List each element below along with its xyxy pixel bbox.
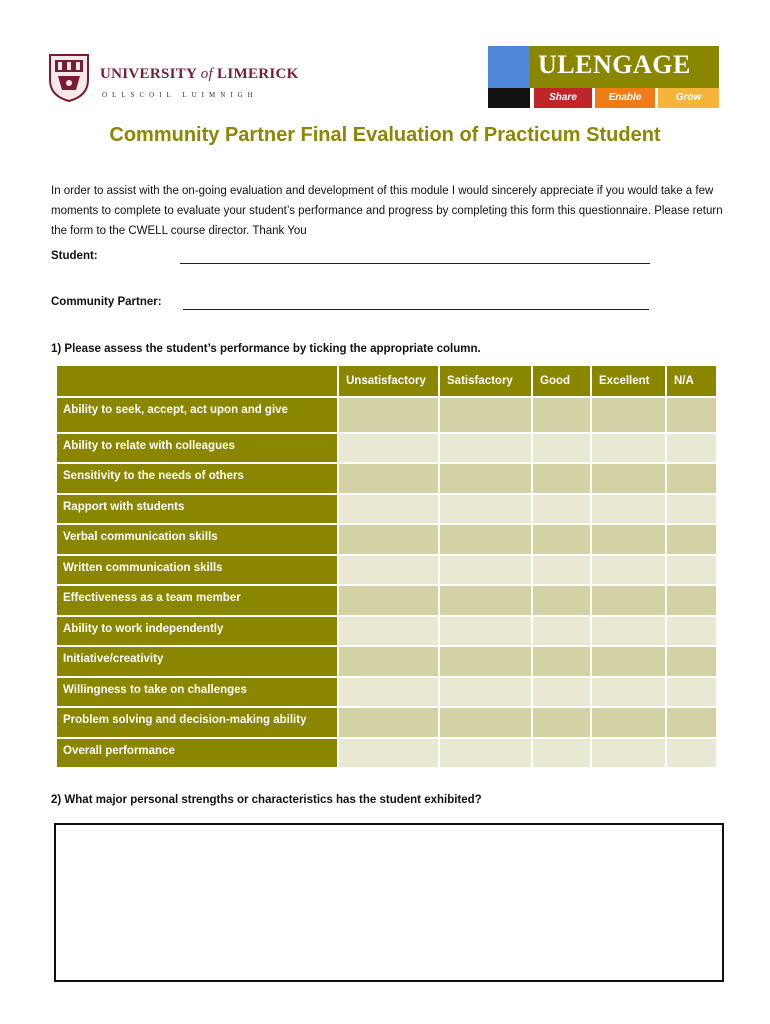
tab-grow: Grow: [658, 88, 719, 108]
tick-cell[interactable]: [591, 555, 666, 585]
tick-cell[interactable]: [666, 738, 717, 768]
ulengage-title: ULENGAGE: [538, 50, 691, 79]
table-row: [56, 433, 717, 463]
tick-cell[interactable]: [666, 646, 717, 677]
tick-cell[interactable]: [338, 463, 439, 494]
criterion-label: Sensitivity to the needs of others: [56, 463, 338, 494]
table-row: [56, 738, 717, 768]
tick-cell[interactable]: [439, 524, 532, 555]
table-header-row: [56, 365, 717, 397]
tick-cell[interactable]: [666, 555, 717, 585]
column-unsatisfactory: Unsatisfactory: [338, 365, 439, 397]
criterion-label: Ability to relate with colleagues: [56, 433, 338, 463]
tick-cell[interactable]: [666, 494, 717, 524]
tick-cell[interactable]: [338, 433, 439, 463]
tick-cell[interactable]: [338, 524, 439, 555]
table-row: [56, 616, 717, 646]
tick-cell[interactable]: [439, 677, 532, 707]
tick-cell[interactable]: [591, 494, 666, 524]
tick-cell[interactable]: [532, 555, 591, 585]
ulengage-logo: [488, 46, 719, 108]
tick-cell[interactable]: [338, 707, 439, 738]
logo-black-block: [488, 88, 530, 108]
community-partner-label: Community Partner:: [51, 296, 162, 308]
intro-paragraph: In order to assist with the on-going evaluation and development of this module I would sincerely appreciate if you would take a few moments to complete to evaluate your student’s performance and progress by completing this form this questionnaire. Please return the form to the CWELL course director. Thank You: [51, 185, 723, 237]
strengths-answer-box[interactable]: [54, 823, 724, 982]
community-partner-field[interactable]: [183, 309, 649, 310]
table-row: [56, 707, 717, 738]
criterion-label: Willingness to take on challenges: [56, 677, 338, 707]
criterion-label: Ability to seek, accept, act upon and give: [56, 397, 338, 433]
tick-cell[interactable]: [439, 585, 532, 616]
criterion-label: Ability to work independently: [56, 616, 338, 646]
tick-cell[interactable]: [532, 707, 591, 738]
tick-cell[interactable]: [439, 433, 532, 463]
table-row: [56, 585, 717, 616]
table-row: [56, 494, 717, 524]
tick-cell[interactable]: [591, 707, 666, 738]
criterion-label: Written communication skills: [56, 555, 338, 585]
tick-cell[interactable]: [439, 555, 532, 585]
tick-cell[interactable]: [532, 677, 591, 707]
criterion-label: Overall performance: [56, 738, 338, 768]
tick-cell[interactable]: [338, 616, 439, 646]
tick-cell[interactable]: [591, 738, 666, 768]
table-row: [56, 524, 717, 555]
tick-cell[interactable]: [532, 585, 591, 616]
tick-cell[interactable]: [338, 494, 439, 524]
tick-cell[interactable]: [439, 397, 532, 433]
tick-cell[interactable]: [666, 463, 717, 494]
tick-cell[interactable]: [439, 646, 532, 677]
university-irish-name: OLLSCOIL LUIMNIGH: [102, 91, 258, 99]
tick-cell[interactable]: [666, 677, 717, 707]
tick-cell[interactable]: [591, 433, 666, 463]
tick-cell[interactable]: [532, 463, 591, 494]
column-satisfactory: Satisfactory: [439, 365, 532, 397]
tick-cell[interactable]: [666, 524, 717, 555]
student-label: Student:: [51, 250, 98, 262]
tick-cell[interactable]: [666, 585, 717, 616]
tick-cell[interactable]: [338, 397, 439, 433]
column-good: Good: [532, 365, 591, 397]
tick-cell[interactable]: [439, 707, 532, 738]
evaluation-table: [55, 364, 718, 769]
table-row: [56, 555, 717, 585]
table-row: [56, 677, 717, 707]
tick-cell[interactable]: [591, 524, 666, 555]
logo-blue-block: [488, 46, 530, 88]
tick-cell[interactable]: [666, 707, 717, 738]
criterion-label: Initiative/creativity: [56, 646, 338, 677]
criterion-label: Effectiveness as a team member: [56, 585, 338, 616]
tick-cell[interactable]: [666, 433, 717, 463]
tick-cell[interactable]: [532, 524, 591, 555]
tick-cell[interactable]: [591, 585, 666, 616]
tick-cell[interactable]: [532, 433, 591, 463]
university-logo: [46, 52, 306, 104]
tick-cell[interactable]: [532, 646, 591, 677]
column-excellent: Excellent: [591, 365, 666, 397]
tick-cell[interactable]: [338, 677, 439, 707]
tick-cell[interactable]: [338, 646, 439, 677]
tick-cell[interactable]: [532, 494, 591, 524]
question-2: 2) What major personal strengths or characteristics has the student exhibited?: [51, 794, 482, 806]
tick-cell[interactable]: [439, 738, 532, 768]
tick-cell[interactable]: [338, 738, 439, 768]
table-row: [56, 646, 717, 677]
tick-cell[interactable]: [439, 616, 532, 646]
tick-cell[interactable]: [591, 616, 666, 646]
question-1: 1) Please assess the student’s performance by ticking the appropriate column.: [51, 343, 481, 355]
tab-enable: Enable: [595, 88, 655, 108]
column-na: N/A: [666, 365, 717, 397]
tick-cell[interactable]: [666, 397, 717, 433]
tick-cell[interactable]: [591, 397, 666, 433]
tick-cell[interactable]: [532, 738, 591, 768]
tick-cell[interactable]: [338, 555, 439, 585]
table-row: [56, 397, 717, 433]
criterion-label: Verbal communication skills: [56, 524, 338, 555]
tick-cell[interactable]: [338, 585, 439, 616]
page-title: Community Partner Final Evaluation of Practicum Student: [109, 124, 661, 146]
header-blank: [56, 365, 338, 397]
student-field[interactable]: [180, 263, 650, 264]
criterion-label: Problem solving and decision-making ability: [56, 707, 338, 738]
tick-cell[interactable]: [532, 397, 591, 433]
crest-icon: [46, 52, 92, 102]
tick-cell[interactable]: [532, 616, 591, 646]
table-row: [56, 463, 717, 494]
university-name: UNIVERSITY of LIMERICK: [100, 66, 299, 82]
tick-cell[interactable]: [591, 463, 666, 494]
tick-cell[interactable]: [591, 677, 666, 707]
tab-share: Share: [534, 88, 592, 108]
tick-cell[interactable]: [439, 463, 532, 494]
tick-cell[interactable]: [591, 646, 666, 677]
tick-cell[interactable]: [666, 616, 717, 646]
tick-cell[interactable]: [439, 494, 532, 524]
criterion-label: Rapport with students: [56, 494, 338, 524]
